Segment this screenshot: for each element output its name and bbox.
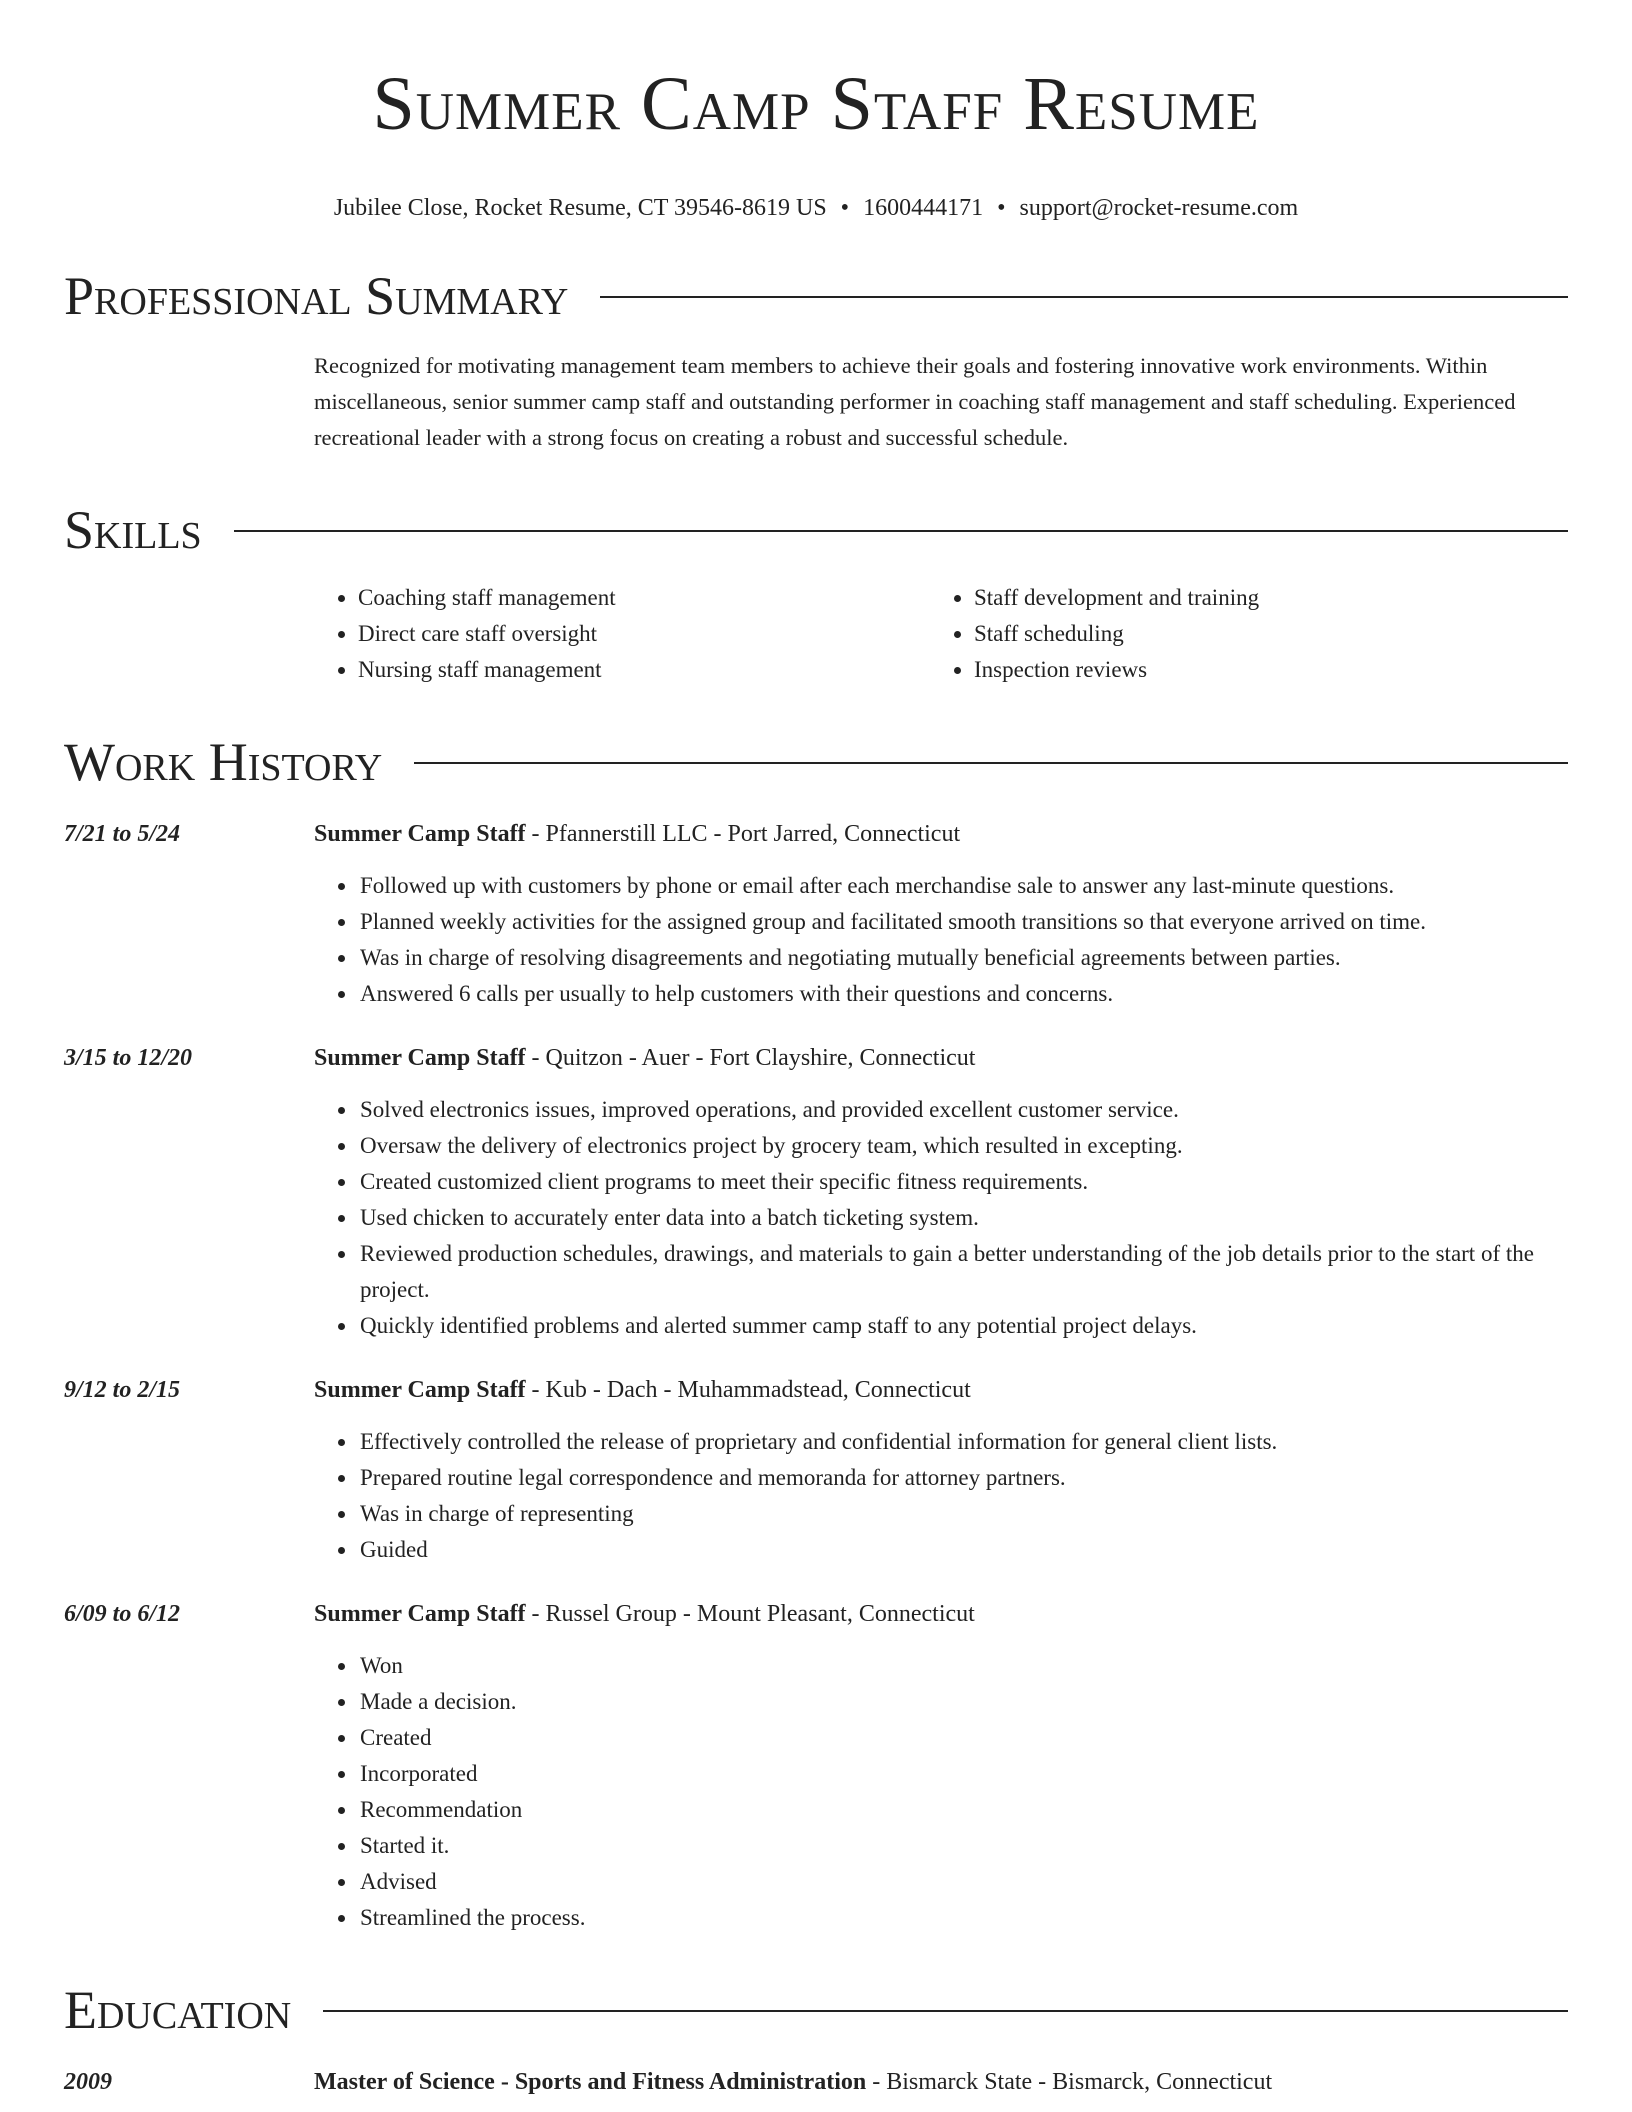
job-bullets: [314, 1648, 1568, 1936]
work-heading: Work History: [64, 732, 383, 792]
job-bullet: • Advised: [358, 1864, 1568, 1900]
job-bullet: • Started it.: [358, 1828, 1568, 1864]
section-divider: [234, 530, 1568, 532]
job-headline: [314, 1598, 1568, 1630]
contact-line: [64, 194, 1568, 222]
education-entry: [64, 2066, 1568, 2098]
skill-item: • Staff development and training: [974, 580, 1546, 616]
job-bullet: • Created: [358, 1720, 1568, 1756]
job-title: Summer Camp Staff: [314, 1377, 526, 1403]
job-bullet: • Answered 6 calls per usually to help customers with their questions and concerns.: [358, 976, 1568, 1012]
job-title: Summer Camp Staff: [314, 821, 526, 847]
contact-separator: •: [997, 195, 1006, 221]
contact-address: Jubilee Close, Rocket Resume, CT 39546-8619 US: [333, 195, 827, 221]
skill-item: • Staff scheduling: [974, 616, 1546, 652]
job-bullet: • Effectively controlled the release of proprietary and confidential information for general client lists.: [358, 1424, 1568, 1460]
job-bullet: • Recommendation: [358, 1792, 1568, 1828]
job-dates: 7/21 to 5/24: [64, 821, 181, 847]
job-dates: 9/12 to 2/15: [64, 1377, 181, 1403]
skills-column-left: [314, 580, 930, 688]
job-employer: - Quitzon - Auer - Fort Clayshire, Connecticut: [525, 1045, 976, 1071]
job-employer: - Pfannerstill LLC - Port Jarred, Connecticut: [525, 821, 961, 847]
skills-list: [314, 580, 1568, 688]
skills-heading: Skills: [64, 500, 202, 560]
skill-item: • Nursing staff management: [358, 652, 930, 688]
job-title: Summer Camp Staff: [314, 1601, 526, 1627]
job-bullet: • Reviewed production schedules, drawings, and materials to gain a better understanding of the job details prior to the start of the project.: [358, 1236, 1568, 1308]
summary-text: Recognized for motivating management team members to achieve their goals and fostering innovative work environments. Within miscellaneous, senior summer camp staff and outstanding performer in coaching staff management and staff scheduling. Experienced recreational leader with a strong focus on creating a robust and successful schedule.: [314, 353, 1516, 450]
skills-section-header: [64, 500, 1568, 560]
section-divider: [414, 762, 1568, 764]
job-dates: 3/15 to 12/20: [64, 1045, 193, 1071]
job-bullets: [314, 1092, 1568, 1344]
job-entry: [64, 1042, 1568, 1344]
job-bullet: • Followed up with customers by phone or email after each merchandise sale to answer any last-minute questions.: [358, 868, 1568, 904]
work-section-header: [64, 732, 1568, 792]
job-bullets: [314, 1424, 1568, 1568]
page-title: Summer Camp Staff Resume: [372, 62, 1260, 146]
job-bullet: • Quickly identified problems and alerted summer camp staff to any potential project delays.: [358, 1308, 1568, 1344]
job-title: Summer Camp Staff: [314, 1045, 526, 1071]
education-heading: Education: [64, 1980, 292, 2040]
job-headline: [314, 1374, 1568, 1406]
job-bullet: • Created customized client programs to meet their specific fitness requirements.: [358, 1164, 1568, 1200]
skill-item: • Coaching staff management: [358, 580, 930, 616]
job-bullet: • Was in charge of resolving disagreements and negotiating mutually beneficial agreements between parties.: [358, 940, 1568, 976]
job-bullet: • Prepared routine legal correspondence and memoranda for attorney partners.: [358, 1460, 1568, 1496]
resume-page: [64, 0, 1568, 2098]
job-bullet: • Used chicken to accurately enter data into a batch ticketing system.: [358, 1200, 1568, 1236]
skill-item: • Direct care staff oversight: [358, 616, 930, 652]
contact-phone: 1600444171: [863, 195, 984, 221]
job-bullet: • Won: [358, 1648, 1568, 1684]
job-entry: [64, 818, 1568, 1012]
job-headline: [314, 818, 1568, 850]
job-bullet: • Planned weekly activities for the assigned group and facilitated smooth transitions so that everyone arrived on time.: [358, 904, 1568, 940]
job-entry: [64, 1598, 1568, 1936]
job-headline: [314, 1042, 1568, 1074]
skill-item: • Inspection reviews: [974, 652, 1546, 688]
education-school: - Bismarck State - Bismarck, Connecticut: [866, 2069, 1273, 2095]
contact-separator: •: [840, 195, 850, 221]
education-section-header: [64, 1980, 1568, 2040]
skills-column-right: [930, 580, 1546, 688]
job-employer: - Kub - Dach - Muhammadstead, Connecticut: [525, 1377, 971, 1403]
section-divider: [600, 296, 1568, 298]
job-bullet: • Incorporated: [358, 1756, 1568, 1792]
job-bullet: • Streamlined the process.: [358, 1900, 1568, 1936]
job-bullet: • Solved electronics issues, improved operations, and provided excellent customer service.: [358, 1092, 1568, 1128]
job-bullets: [314, 868, 1568, 1012]
job-dates: 6/09 to 6/12: [64, 1601, 181, 1627]
job-bullet: • Was in charge of representing: [358, 1496, 1568, 1532]
education-year: 2009: [64, 2069, 112, 2095]
education-headline: [314, 2066, 1568, 2098]
job-bullet: • Guided: [358, 1532, 1568, 1568]
education-degree: Master of Science - Sports and Fitness Administration: [314, 2069, 867, 2095]
job-bullet: • Oversaw the delivery of electronics project by grocery team, which resulted in excepting.: [358, 1128, 1568, 1164]
contact-email: support@rocket-resume.com: [1019, 195, 1299, 221]
job-employer: - Russel Group - Mount Pleasant, Connecticut: [525, 1601, 975, 1627]
section-divider: [323, 2010, 1568, 2012]
job-bullet: • Made a decision.: [358, 1684, 1568, 1720]
summary-section-header: [64, 266, 1568, 326]
job-entry: [64, 1374, 1568, 1568]
summary-heading: Professional Summary: [64, 266, 569, 326]
